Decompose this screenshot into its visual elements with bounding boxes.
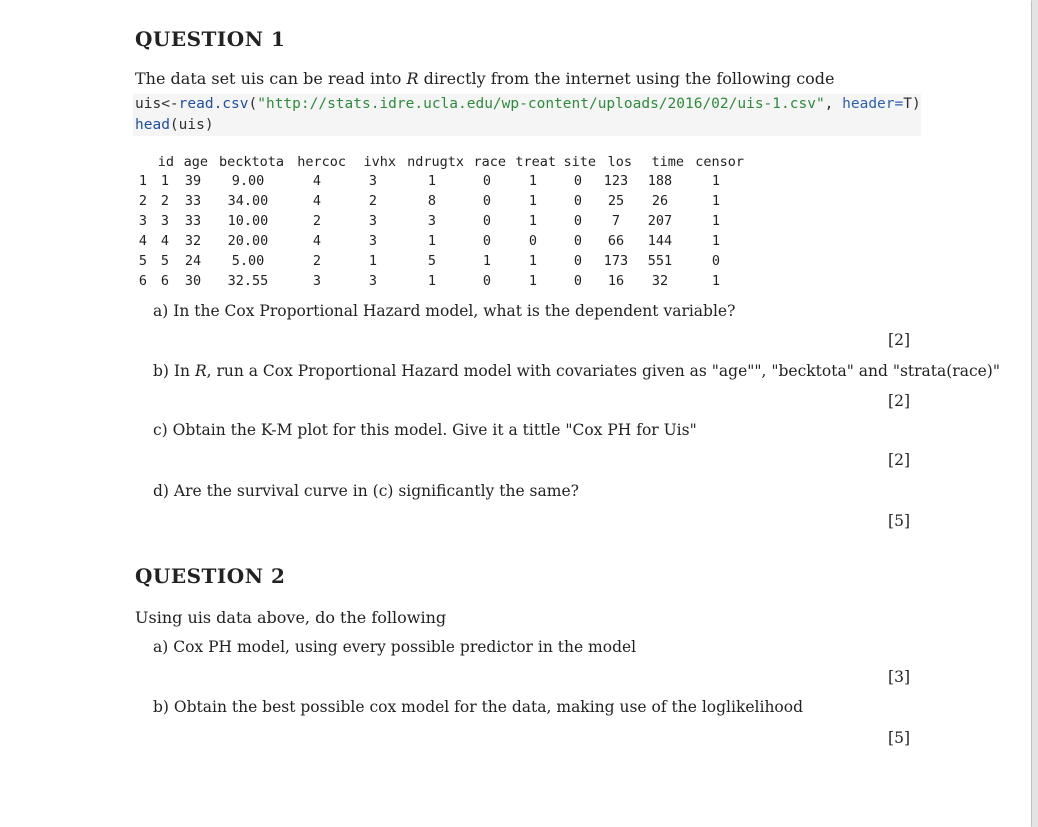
table-cell: 3 [368, 173, 378, 189]
table-cell: 1 [711, 213, 721, 229]
table-row [132, 231, 746, 251]
table-cell: 551 [647, 253, 673, 269]
table-cell: 5 [160, 253, 170, 269]
q1-part-b [153, 362, 1000, 380]
table-cell: 0 [573, 193, 583, 209]
q1-part-d-marks: [5] [888, 512, 910, 530]
table-cell: 32 [651, 273, 669, 289]
q1-part-a-marks: [2] [888, 331, 910, 349]
table-body [132, 171, 746, 291]
table-cell: 0 [482, 213, 492, 229]
q1-part-c: c) Obtain the K-M plot for this model. Give it a tittle "Cox PH for Uis" [153, 421, 697, 439]
code-url-string: "http://stats.idre.ucla.edu/wp-content/uploads/2016/02/uis-1.csv" [257, 96, 825, 112]
table-cell: 0 [573, 213, 583, 229]
table-cell: 2 [368, 193, 378, 209]
table-cell: 4 [312, 233, 322, 249]
table-cell: 6 [160, 273, 170, 289]
table-cell: 0 [482, 193, 492, 209]
question-2-heading: QUESTION 2 [135, 564, 286, 588]
question-2-intro: Using uis data above, do the following [135, 608, 447, 627]
table-cell: 0 [482, 173, 492, 189]
code-paren: ( [248, 96, 258, 112]
table-cell: 32 [184, 233, 202, 249]
r-language-name: R [194, 362, 207, 380]
part-b-text-start: b) In [153, 362, 195, 380]
table-cell: 188 [647, 173, 673, 189]
table-cell: 5 [138, 253, 148, 269]
code-comma: , [824, 96, 843, 112]
table-cell: 1 [528, 193, 538, 209]
table-cell: 9.00 [231, 173, 265, 189]
table-cell: 6 [138, 273, 148, 289]
table-cell: 1 [138, 173, 148, 189]
table-cell: 123 [603, 173, 629, 189]
table-cell: 2 [160, 193, 170, 209]
code-head-arg: (uis) [169, 117, 214, 133]
code-assign: uis<- [135, 96, 179, 112]
table-cell: 2 [312, 213, 322, 229]
table-cell: 3 [368, 273, 378, 289]
table-cell: 66 [607, 233, 625, 249]
table-cell: 0 [482, 233, 492, 249]
table-cell: 3 [427, 213, 437, 229]
part-b-text-end: , run a Cox Proportional Hazard model with covariates given as "age"", "becktota" and "strata(race)" [206, 362, 1000, 380]
table-cell: 39 [184, 173, 202, 189]
table-cell: 4 [138, 233, 148, 249]
table-cell: 33 [184, 193, 202, 209]
uis-data-table [132, 153, 746, 291]
code-function-readcsv: read.csv [178, 96, 249, 112]
table-cell: 1 [528, 273, 538, 289]
table-cell: 0 [482, 273, 492, 289]
table-cell: 25 [607, 193, 625, 209]
q1-part-a: a) In the Cox Proportional Hazard model, what is the dependent variable? [153, 302, 736, 320]
r-code-block [133, 94, 921, 136]
q1-part-c-marks: [2] [888, 451, 910, 469]
table-cell: 16 [607, 273, 625, 289]
table-cell: 26 [651, 193, 669, 209]
table-cell: 33 [184, 213, 202, 229]
table-cell: 1 [711, 193, 721, 209]
column-header: becktota [218, 154, 284, 170]
question-1-heading: QUESTION 1 [135, 27, 286, 51]
question-1-intro [135, 69, 835, 88]
table-row [132, 171, 746, 191]
table-cell: 30 [184, 273, 202, 289]
column-header: ivhx [363, 154, 396, 170]
table-cell: 0 [573, 233, 583, 249]
table-cell: 4 [160, 233, 170, 249]
code-arg-value: T) [903, 96, 921, 112]
table-cell: 4 [312, 193, 322, 209]
table-cell: 2 [138, 193, 148, 209]
column-header: treat [515, 154, 556, 170]
column-header: race [473, 154, 506, 170]
table-cell: 207 [647, 213, 673, 229]
code-line-2 [135, 115, 921, 136]
column-header: site [563, 154, 596, 170]
scrollbar[interactable] [1032, 0, 1038, 827]
q2-part-a-marks: [3] [888, 668, 910, 686]
table-cell: 3 [312, 273, 322, 289]
column-header: id [157, 154, 174, 170]
table-cell: 0 [528, 233, 538, 249]
q1-part-b-marks: [2] [888, 392, 910, 410]
table-cell: 1 [711, 173, 721, 189]
table-cell: 0 [711, 253, 721, 269]
table-cell: 32.55 [227, 273, 269, 289]
table-row [132, 191, 746, 211]
table-cell: 1 [368, 253, 378, 269]
table-cell: 3 [160, 213, 170, 229]
intro-text-start: The data set uis can be read into [135, 69, 407, 88]
table-cell: 1 [427, 273, 437, 289]
table-cell: 144 [647, 233, 673, 249]
table-cell: 10.00 [227, 213, 269, 229]
q2-part-b: b) Obtain the best possible cox model for the data, making use of the loglikelihood [153, 698, 804, 716]
r-language-name: R [406, 69, 419, 88]
table-cell: 5.00 [231, 253, 265, 269]
table-cell: 0 [573, 273, 583, 289]
column-header [132, 153, 154, 171]
table-cell: 0 [573, 253, 583, 269]
column-header: los [607, 154, 632, 170]
table-row [132, 211, 746, 231]
table-cell: 1 [482, 253, 492, 269]
table-cell: 1 [711, 273, 721, 289]
q2-part-b-marks: [5] [888, 729, 910, 747]
table-cell: 20.00 [227, 233, 269, 249]
table-cell: 1 [528, 213, 538, 229]
code-line-1 [135, 94, 921, 115]
q1-part-d: d) Are the survival curve in (c) significantly the same? [153, 482, 579, 500]
table-row [132, 271, 746, 291]
table-cell: 2 [312, 253, 322, 269]
table-cell: 34.00 [227, 193, 269, 209]
table-cell: 3 [138, 213, 148, 229]
table-cell: 1 [427, 173, 437, 189]
code-function-head: head [135, 117, 170, 133]
table-cell: 1 [528, 253, 538, 269]
table-cell: 3 [368, 213, 378, 229]
table-cell: 7 [611, 213, 621, 229]
q2-part-a: a) Cox PH model, using every possible predictor in the model [153, 638, 637, 656]
table-cell: 4 [312, 173, 322, 189]
table-cell: 24 [184, 253, 202, 269]
table-cell: 8 [427, 193, 437, 209]
table-cell: 1 [160, 173, 170, 189]
table-row [132, 251, 746, 271]
column-header: censor [695, 154, 744, 170]
table-cell: 0 [573, 173, 583, 189]
table-cell: 173 [603, 253, 629, 269]
table-cell: 3 [368, 233, 378, 249]
intro-text-end: directly from the internet using the following code [418, 69, 835, 88]
table-cell: 1 [711, 233, 721, 249]
table-cell: 1 [427, 233, 437, 249]
table-cell: 1 [528, 173, 538, 189]
column-header: age [183, 154, 208, 170]
code-arg-header: header= [842, 96, 904, 112]
table-header-row [132, 153, 746, 171]
column-header: ndrugtx [407, 154, 464, 170]
column-header: hercoc [297, 154, 346, 170]
table-cell: 5 [427, 253, 437, 269]
column-header: time [651, 154, 684, 170]
